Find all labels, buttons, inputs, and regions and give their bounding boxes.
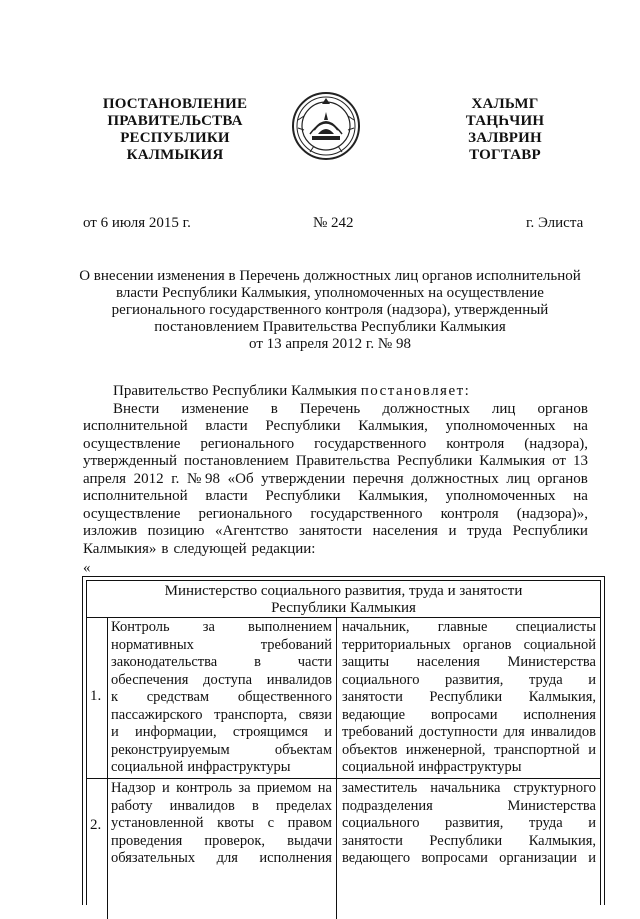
word: начальник, [342,619,410,635]
word: перечня [352,470,404,487]
body-line [83,418,588,436]
word: требований [342,724,414,740]
word: объектов [342,741,398,758]
word: обязательных [111,850,196,866]
row-number-cell [87,779,108,919]
cell-line [342,672,596,690]
word: выдачи [287,832,332,849]
word: проверок, [204,832,266,849]
word: обеспечения [111,671,189,688]
body-line [83,523,588,541]
word: апреля [83,470,127,487]
word: главные [437,619,488,635]
word: и [588,671,596,688]
word: Калмыкия, [528,689,596,705]
document-date: от 6 июля 2015 г. [83,215,191,231]
word: в [270,400,278,417]
word: Калмыкия» [83,540,157,557]
word: исполнения [523,706,596,723]
word: объектам [274,741,332,758]
word: органов [462,636,512,653]
cell-line [342,689,596,707]
word: ведающие [342,706,406,723]
word: власти [205,418,248,434]
word: развития, [445,815,504,831]
word: общественного [237,689,332,705]
word: Республики [265,418,341,434]
word: Калмыкия, [358,488,428,504]
document-title [70,268,590,353]
word: лиц [491,400,516,417]
word: позицию [147,523,205,539]
word: Перечень [299,400,361,417]
word: транспорта, [214,706,288,723]
word: Внести [113,400,160,417]
body-line [83,488,588,506]
cell-line [111,798,332,816]
word: начальника [430,780,501,796]
word: осуществление [83,505,181,522]
word: работу [111,797,153,814]
body-line [83,436,588,454]
word: Республики [512,523,588,539]
word: доступности [419,724,498,740]
header-left-line: КАЛМЫКИЯ [126,147,224,163]
word: реконструируемым [111,741,230,758]
word: занятости [342,689,403,705]
intro-verb: постановляет: [360,383,471,399]
body-paragraph [83,401,588,559]
word: специалисты [515,619,596,635]
word: г. [171,470,180,487]
cell-line [342,850,596,868]
opening-quote: « [83,560,91,576]
body-line [83,471,588,489]
word: инвалидов [169,797,235,814]
word: «Агентство [215,523,289,539]
word: от [552,453,566,469]
cell-line [111,815,332,833]
word: регионального [198,505,293,522]
word: части [297,654,332,670]
word: инфраструктуры [418,759,522,775]
ministry-heading [87,581,600,618]
cell-line [111,833,332,851]
word: и [588,741,596,758]
word: следующей [173,540,247,557]
word: за [202,619,215,635]
word: связи [298,706,332,723]
word: труда [528,671,563,688]
word: занятости [299,523,363,539]
word: уполномоченных [445,418,556,434]
word: с [267,815,275,831]
word: уполномоченных [445,488,556,504]
word: подразделения [342,797,433,814]
word: за [238,780,251,796]
header-right-line: ТОГТАВР [469,147,541,163]
word: на [317,780,332,796]
word: Калмыкия, [358,418,428,434]
word: 2012 [133,470,164,487]
word: требований [260,636,332,653]
positions-table [82,576,605,905]
word: Республики [397,453,473,469]
word: заместитель [342,780,418,796]
word: 13 [572,453,588,469]
word: населения [372,523,438,539]
control-type-cell [107,779,337,919]
cell-line [342,637,596,655]
word: должностных [411,470,499,487]
cell-line [342,742,596,760]
word: социальной [111,759,184,775]
word: к [111,689,119,705]
word: и [448,523,457,539]
word: вопросами [421,850,488,866]
cell-line [111,619,332,637]
word: проведения [111,832,183,849]
cell-line [342,654,596,672]
cell-line [342,780,596,798]
header-left-line: РЕСПУБЛИКИ [120,130,230,146]
coat-of-arms-kalmykia-icon [290,90,362,162]
header-left-line: ПОСТАНОВЛЕНИЕ [102,96,248,112]
word: (надзора), [524,435,588,452]
word: Республики [429,689,503,705]
word: труда [528,815,563,831]
body-line [83,506,588,524]
table-row [87,779,600,919]
word: и [324,724,332,740]
row-number: 2. [90,817,102,833]
header-right-title [440,96,570,164]
cell-line [342,707,596,725]
word: Правительства [295,453,391,469]
word: защиты [342,654,390,670]
word: должностных [382,400,470,417]
document-body [83,383,588,558]
word: правом [287,815,332,831]
word: на [573,418,588,434]
word: лиц [506,470,530,487]
word: средствам [146,689,210,705]
word: пассажирского [111,706,203,723]
word: редакции: [251,540,316,557]
word: Калмыкия, [528,832,596,849]
word: изменение [181,400,249,417]
header-right-line: ЗАЛВРИН [468,130,542,146]
header-left-title [80,96,270,164]
word: транспортной [494,741,580,758]
word: и [161,780,170,796]
cell-line [342,798,596,816]
word: выполнением [248,619,332,635]
cell-line [111,724,332,742]
word: для [216,850,238,866]
document-number: № 242 [313,215,354,231]
word: органов [537,470,588,487]
title-line: постановлением Правительства Республики Калмыкия [154,319,506,335]
word: доступа [203,671,253,688]
word: контроля [446,435,505,452]
word: пределах [275,797,332,814]
title-line: от 13 апреля 2012 г. № 98 [249,336,411,352]
cell-line [111,654,332,672]
cell-line [342,833,596,851]
word: инвалидов [266,671,332,688]
ministry-line: Республики Калмыкия [271,600,416,616]
header-left-line: ПРАВИТЕЛЬСТВА [107,113,243,129]
title-line: регионального государственного контроля (надзора), утвержденный [111,302,549,318]
table-row [87,618,600,779]
word: Калмыкия [479,453,546,469]
word: Министерства [507,797,596,814]
word: утверждении [261,470,346,487]
word: для [503,724,525,740]
word: Контроль [111,619,170,635]
word: строящимся [232,724,308,740]
word: установленной [111,815,204,831]
word: органов [537,400,588,417]
word: контроль [176,780,233,796]
body-line [83,401,588,419]
word: развития, [445,671,504,688]
document-city: г. Элиста [526,215,584,231]
word: в [161,540,169,557]
word: (надзора)», [516,505,588,522]
header-right-line: ТАҢҺЧИН [465,113,545,129]
word: контроля [440,505,499,522]
word: территориальных [342,636,451,653]
cell-line [342,724,596,742]
ministry-line: Министерство социального развития, труда и занятости [164,583,523,599]
cell-line [111,689,332,707]
word: населения [416,654,480,670]
row-number: 1. [90,688,102,704]
cell-line [111,742,332,760]
word: организации [499,850,577,866]
cell-line [342,759,596,777]
word: и [111,724,119,740]
word: квоты [217,815,255,831]
body-line [83,453,588,471]
word: № 98 [186,470,221,487]
word: в [254,654,261,670]
word: труда [467,523,503,539]
word: Министерства [507,654,596,670]
officials-cell [338,779,600,919]
word: Республики [265,488,341,504]
word: «Об [227,470,254,487]
word: постановлением [184,453,289,469]
word: на [573,488,588,504]
word: инфраструктуры [187,759,291,775]
cell-line [111,759,332,777]
word: государственного [314,435,427,452]
word: исполнительной [83,488,188,504]
word: и [588,815,596,831]
word: изложив [83,523,138,539]
word: государственного [310,505,423,522]
cell-line [111,637,332,655]
word: социального [342,815,420,831]
word: структурного [513,780,596,796]
cell-line [342,619,596,637]
cell-line [111,850,332,868]
title-line: О внесении изменения в Перечень должностных лиц органов исполнительной [79,268,581,284]
cell-line [342,815,596,833]
word: приемом [256,780,312,796]
word: осуществление [83,435,181,452]
word: Надзор [111,780,156,796]
word: исполнения [259,850,332,866]
word: в [252,797,259,814]
title-line: власти Республики Калмыкия, уполномоченных на осуществление [116,285,544,301]
cell-line [111,672,332,690]
word: инвалидов [530,724,596,740]
intro-line [83,383,588,401]
word: регионального [200,435,295,452]
word: нормативных [111,636,194,653]
word: законодательства [111,654,218,670]
word: власти [205,488,248,504]
word: занятости [342,832,403,849]
word: Республики [429,832,503,849]
word: информации, [135,724,217,740]
word: инженерной, [405,741,486,758]
word: и [588,850,596,866]
cell-line [111,780,332,798]
word: утвержденный [83,453,178,469]
word: социальной [342,759,415,775]
word: социальной [523,636,596,653]
officials-cell [338,618,600,778]
word: социального [342,671,420,688]
control-type-cell [107,618,337,778]
row-number-cell [87,618,108,778]
header-right-line: ХАЛЬМГ [471,96,539,112]
intro-prefix: Правительство Республики Калмыкия [113,383,361,399]
word: ведающего [342,850,411,866]
body-line [83,541,588,559]
cell-line [111,707,332,725]
word: вопросами [430,706,498,723]
word: исполнительной [83,418,188,434]
